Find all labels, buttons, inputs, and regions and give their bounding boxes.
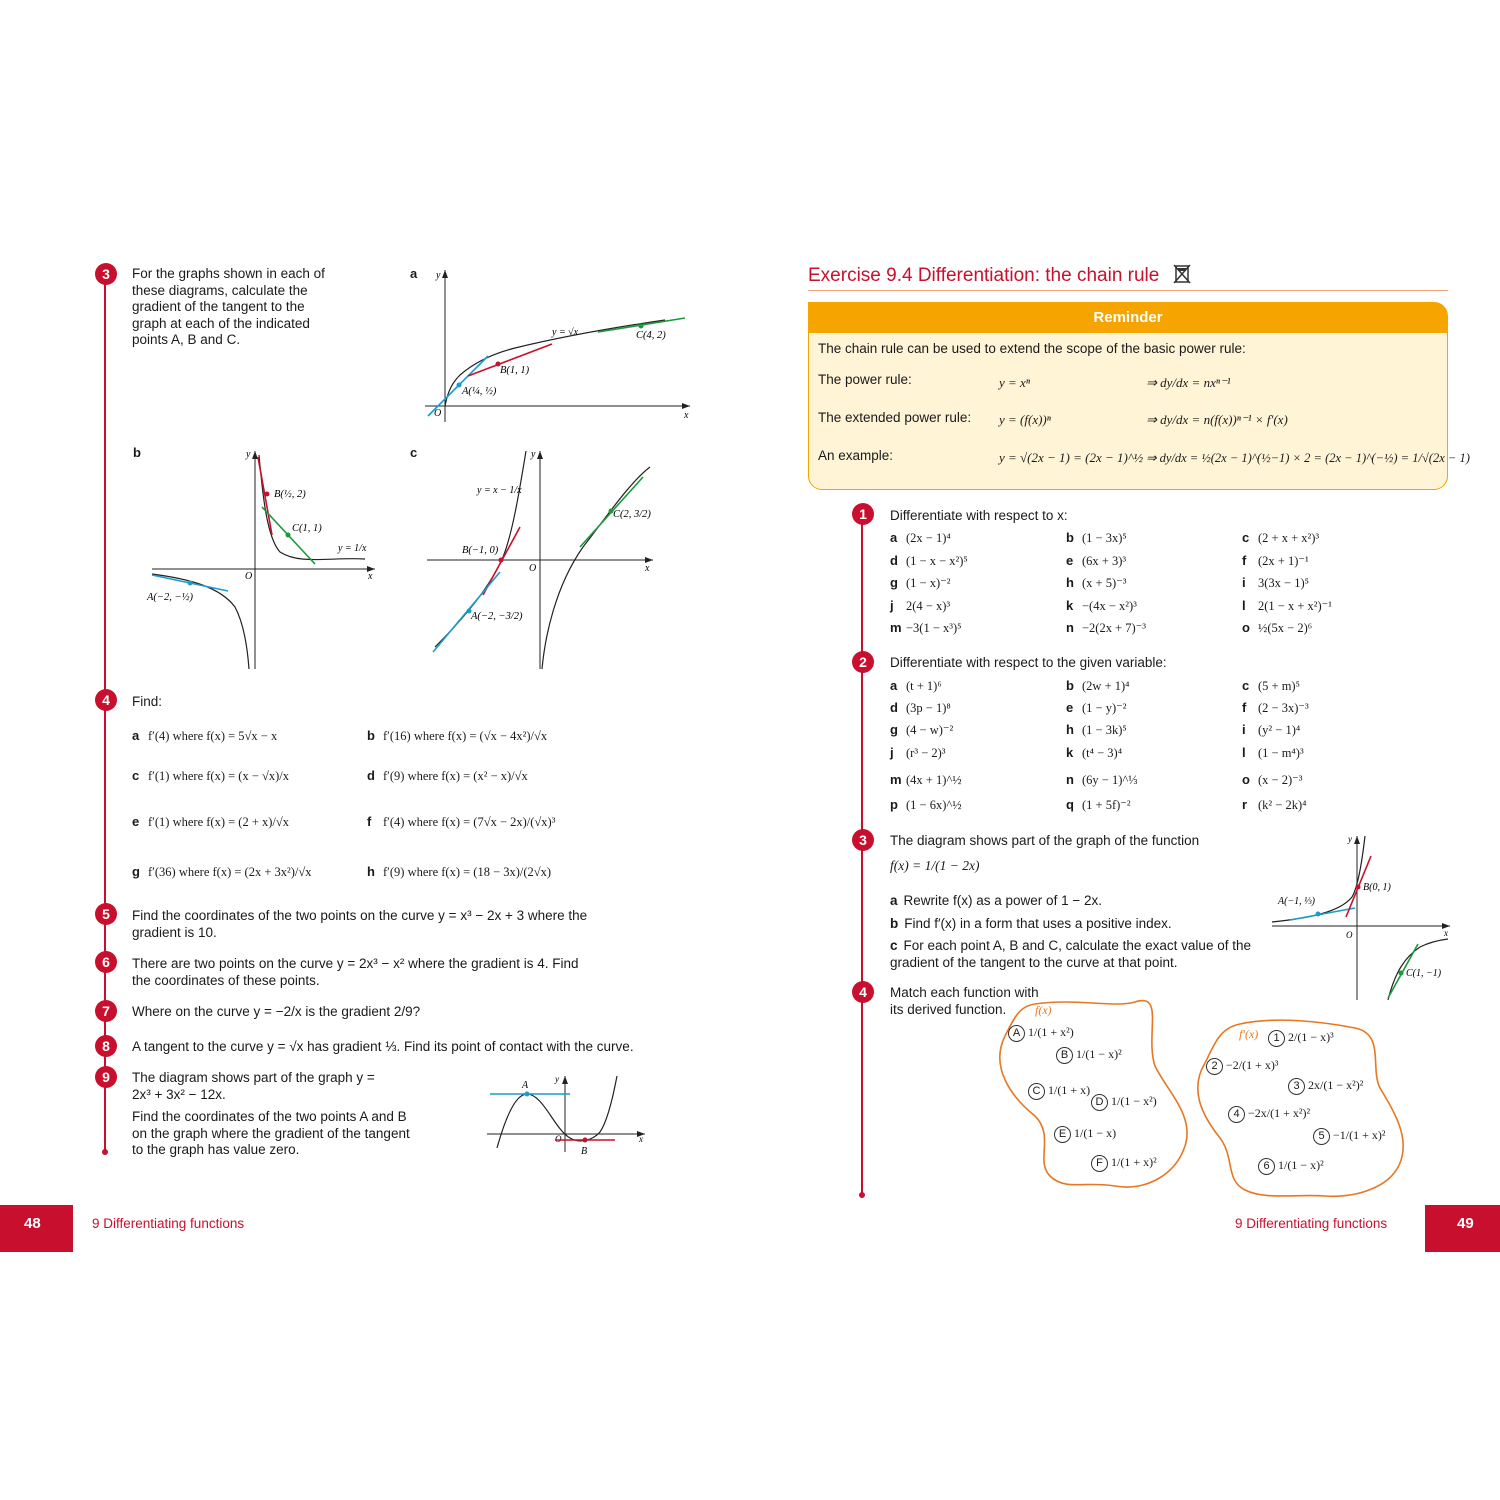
question-4-item-d: [367, 768, 528, 784]
exercise-1-item-d-expression: (1 − x − x²)⁵: [906, 553, 968, 568]
question-4-item-b: [367, 728, 547, 744]
question-4-item-a-expression: f′(4) where f(x) = 5√x − x: [148, 729, 278, 743]
question-8-text: A tangent to the curve y = √x has gradient ⅓. Find its point of contact with the curve.: [132, 1039, 634, 1054]
exercise-2-item-g-label: g: [890, 722, 898, 737]
question-3-text: For the graphs shown in each of these diagrams, calculate the gradient of the tangent to the graph at each of the indicated points A, B and C.: [132, 266, 325, 347]
match-right-expression-1: 2/(1 − x)³: [1288, 1030, 1334, 1044]
exercise-2-item-o-label: o: [1242, 772, 1250, 787]
exercise-1-item-n-expression: −2(2x + 7)⁻³: [1082, 621, 1147, 635]
reminder-box: [808, 302, 1470, 490]
exercise-2-item-m: [890, 772, 962, 788]
exercise-2-item-k-label: k: [1066, 745, 1074, 760]
exercise-2-item-l-expression: (1 − m⁴)³: [1258, 746, 1304, 760]
exercise-2-item-d: [890, 700, 951, 716]
question-4-item-e: [132, 814, 289, 830]
exercise-2-item-j-label: j: [890, 745, 894, 760]
svg-text:y: y: [1348, 834, 1352, 844]
exercise-1-item-o-label: o: [1242, 620, 1250, 635]
exercise-2-item-c-expression: (5 + m)⁵: [1258, 679, 1300, 693]
exercise-question-number-2: 2: [852, 651, 874, 673]
match-left-expression-A: 1/(1 + x²): [1028, 1025, 1074, 1039]
exercise-2-item-h: [1066, 722, 1127, 738]
exercise-question-number-1: 1: [852, 503, 874, 525]
right-margin-rule: [861, 515, 863, 1195]
match-right-expression-5: −1/(1 + x)²: [1333, 1128, 1386, 1142]
question-number-9: 9: [95, 1066, 117, 1088]
match-left-expression-E: 1/(1 − x): [1074, 1126, 1117, 1140]
match-left-expression-D: 1/(1 − x²): [1111, 1094, 1157, 1108]
match-left-key-C: C: [1028, 1083, 1045, 1100]
exercise-2-item-k: [1066, 745, 1122, 761]
match-right-expression-6: 1/(1 − x)²: [1278, 1158, 1324, 1172]
question-4-item-g: [132, 864, 312, 880]
exercise-2-item-f-label: f: [1242, 700, 1247, 715]
svg-text:y: y: [531, 449, 536, 460]
match-left-item-C: [1028, 1083, 1090, 1100]
exercise-2-item-l: [1242, 745, 1304, 761]
exercise-1-item-i-label: i: [1242, 575, 1246, 590]
exercise-2-item-a-label: a: [890, 678, 898, 693]
match-left-item-F: [1091, 1155, 1157, 1172]
graph-b-point-a: A(−2, −½): [147, 592, 193, 603]
exercise-1-item-k: [1066, 598, 1137, 614]
exercise-2-item-o: [1242, 772, 1302, 788]
exercise-question-3-part-c: c For each point A, B and C, calculate the exact value of the gradient of the tangent to the curve at that point.: [890, 938, 1251, 970]
right-footer-chapter: 9 Differentiating functions: [1235, 1216, 1388, 1231]
exercise-1-item-l-label: l: [1242, 597, 1246, 613]
exercise-1-item-e-expression: (6x + 3)³: [1082, 553, 1127, 568]
graph-b-point-b: B(½, 2): [274, 489, 306, 500]
exercise-1-item-m-label: m: [890, 620, 902, 635]
y-axis-label: y: [436, 270, 441, 281]
graph-c-point-b: B(−1, 0): [462, 545, 499, 556]
exercise-1-item-e: [1066, 553, 1126, 569]
question-9-text-2: Find the coordinates of the two points A and B on the graph where the gradient of the tangent to the graph has value zero.: [132, 1109, 410, 1157]
match-right-expression-3: 2x/(1 − x²)²: [1308, 1078, 1364, 1092]
left-page-number: 48: [24, 1215, 41, 1232]
exercise-2-item-q-expression: (1 + 5f)⁻²: [1082, 798, 1131, 812]
svg-text:O: O: [555, 1134, 562, 1144]
svg-text:x: x: [645, 563, 650, 574]
exercise-1-item-h-expression: (x + 5)⁻³: [1082, 576, 1127, 590]
svg-text:x: x: [1444, 928, 1448, 938]
graph-exercise-q3-point-a: A(−1, ⅓): [1278, 896, 1316, 907]
reminder-row-name-3: An example:: [818, 448, 894, 463]
match-left-key-A: A: [1008, 1025, 1025, 1042]
exercise-2-item-b-label: b: [1066, 678, 1074, 693]
exercise-2-item-g-expression: (4 − w)⁻²: [906, 723, 954, 737]
exercise-2-item-n-label: n: [1066, 772, 1074, 787]
exercise-2-item-i-expression: (y² − 1)⁴: [1258, 723, 1301, 737]
exercise-2-item-q-label: q: [1066, 797, 1074, 812]
exercise-1-item-g-expression: (1 − x)⁻²: [906, 576, 951, 590]
match-blob-fpx-label: f′(x): [1239, 1027, 1259, 1041]
graph-exercise-q3: [1270, 832, 1455, 1002]
exercise-2-item-d-label: d: [890, 700, 898, 715]
exercise-2-item-b-expression: (2w + 1)⁴: [1082, 679, 1130, 693]
exercise-question-3-part-a: a Rewrite f(x) as a power of 1 − 2x.: [890, 893, 1102, 908]
graph-b: [147, 447, 380, 672]
graph-c: [425, 447, 660, 672]
panel-b-label: b: [133, 445, 141, 460]
exercise-2-item-i-label: i: [1242, 722, 1246, 737]
exercise-2-item-c: [1242, 678, 1300, 694]
exercise-2-item-l-label: l: [1242, 745, 1246, 760]
calculator-banned-icon: [1173, 264, 1191, 284]
match-right-key-4: 4: [1228, 1106, 1245, 1123]
exercise-2-item-e: [1066, 700, 1126, 716]
exercise-2-item-c-label: c: [1242, 678, 1250, 693]
graph-q9: [485, 1072, 655, 1157]
match-right-key-6: 6: [1258, 1158, 1275, 1175]
exercise-2-item-n-expression: (6y − 1)^⅓: [1082, 773, 1138, 787]
svg-text:x: x: [368, 571, 373, 582]
panel-a-label: a: [410, 266, 418, 281]
exercise-1-item-f-label: f: [1242, 552, 1247, 568]
exercise-1-item-g-label: g: [890, 575, 898, 590]
exercise-question-3-function: f(x) = 1/(1 − 2x): [890, 858, 980, 873]
exercise-1-item-n: [1066, 620, 1146, 636]
exercise-1-item-b-expression: (1 − 3x)⁵: [1082, 531, 1127, 545]
panel-c-label: c: [410, 445, 418, 460]
graph-a: [420, 270, 700, 430]
exercise-1-item-j: [890, 598, 950, 614]
exercise-2-item-f-expression: (2 − 3x)⁻³: [1258, 701, 1309, 715]
exercise-2-item-f: [1242, 700, 1309, 716]
question-number-7: 7: [95, 1000, 117, 1022]
match-left-item-A: [1008, 1025, 1074, 1042]
exercise-2-item-a: [890, 678, 942, 694]
exercise-1-item-k-expression: −(4x − x²)³: [1082, 598, 1137, 613]
question-4-intro: Find:: [132, 694, 163, 709]
graph-b-point-c: C(1, 1): [292, 523, 322, 534]
exercise-1-item-f: [1242, 553, 1309, 569]
exercise-2-item-e-expression: (1 − y)⁻²: [1082, 701, 1127, 715]
left-footer-chapter: 9 Differentiating functions: [92, 1216, 245, 1231]
match-left-item-D: [1091, 1094, 1157, 1111]
left-rule-end-dot: [102, 1149, 108, 1155]
question-4-item-f: [367, 814, 555, 830]
graph-a-point-a: A(¼, ½): [462, 386, 497, 397]
question-9-text-1: The diagram shows part of the graph y = 2x³ + 3x² − 12x.: [132, 1070, 375, 1102]
exercise-2-item-n: [1066, 772, 1138, 788]
exercise-1-item-e-label: e: [1066, 552, 1074, 568]
svg-text:y: y: [246, 449, 251, 460]
exercise-2-item-r-label: r: [1242, 797, 1248, 812]
question-4-item-g-expression: f′(36) where f(x) = (2x + 3x²)/√x: [148, 865, 312, 879]
exercise-2-item-k-expression: (t⁴ − 3)⁴: [1082, 746, 1123, 760]
question-4-item-g-label: g: [132, 864, 140, 879]
question-4-item-a: [132, 728, 277, 744]
exercise-2-item-j-expression: (r³ − 2)³: [906, 746, 946, 760]
graph-exercise-q3-point-c: C(1, −1): [1406, 968, 1442, 979]
match-left-key-F: F: [1091, 1155, 1108, 1172]
title-rule: [808, 290, 1448, 291]
exercise-1-item-a-expression: (2x − 1)⁴: [906, 531, 951, 545]
exercise-2-item-m-expression: (4x + 1)^½: [906, 773, 962, 787]
exercise-1-item-o-expression: ½(5x − 2)⁶: [1258, 621, 1313, 635]
exercise-2-item-h-expression: (1 − 3k)⁵: [1082, 723, 1127, 737]
exercise-2-item-a-expression: (t + 1)⁶: [906, 679, 942, 693]
graph-b-equation: y = 1/x: [338, 543, 367, 554]
exercise-2-item-p-expression: (1 − 6x)^½: [906, 798, 962, 812]
question-7-text: Where on the curve y = −2/x is the gradient 2/9?: [132, 1004, 421, 1019]
graph-a-point-c: C(4, 2): [636, 330, 666, 341]
reminder-row-rhs-2: ⇒ dy/dx = n(f(x))ⁿ⁻¹ × f′(x): [1146, 412, 1288, 427]
match-right-expression-2: −2/(1 + x)³: [1226, 1058, 1279, 1072]
exercise-1-item-d-label: d: [890, 552, 898, 568]
match-right-item-6: [1258, 1158, 1324, 1175]
exercise-1-item-a: [890, 530, 951, 546]
reminder-row-lhs-2: y = (f(x))ⁿ: [999, 412, 1051, 427]
graph-exercise-q3-point-b: B(0, 1): [1363, 882, 1391, 893]
match-right-item-1: [1268, 1030, 1334, 1047]
exercise-1-item-m-expression: −3(1 − x³)⁵: [906, 621, 962, 635]
reminder-intro: The chain rule can be used to extend the scope of the basic power rule:: [818, 341, 1246, 356]
exercise-title: Exercise 9.4 Differentiation: the chain rule: [808, 264, 1191, 287]
reminder-row-lhs-3: y = √(2x − 1) = (2x − 1)^½: [999, 450, 1144, 465]
question-4-item-e-label: e: [132, 814, 140, 829]
exercise-2-item-r: [1242, 797, 1306, 813]
match-left-item-E: [1054, 1126, 1116, 1143]
question-6-text: There are two points on the curve y = 2x³ − x² where the gradient is 4. Find the coordinates of these points.: [132, 956, 579, 988]
question-5-text: Find the coordinates of the two points on the curve y = x³ − 2x + 3 where the gradient is 10.: [132, 908, 588, 940]
reminder-row-name-1: The power rule:: [818, 372, 912, 387]
svg-text:x: x: [639, 1134, 643, 1144]
question-4-item-h-label: h: [367, 864, 375, 879]
match-left-expression-B: 1/(1 − x)²: [1076, 1047, 1122, 1061]
match-left-key-B: B: [1056, 1047, 1073, 1064]
question-number-6: 6: [95, 951, 117, 973]
match-right-item-5: [1313, 1128, 1385, 1145]
svg-text:O: O: [529, 563, 537, 574]
question-4-item-c-label: c: [132, 768, 140, 783]
exercise-question-2-intro: Differentiate with respect to the given variable:: [890, 655, 1167, 670]
question-4-item-c: [132, 768, 289, 784]
question-number-5: 5: [95, 903, 117, 925]
exercise-2-item-e-label: e: [1066, 700, 1074, 715]
exercise-1-item-l-expression: 2(1 − x + x²)⁻¹: [1258, 598, 1333, 613]
match-right-item-2: [1206, 1058, 1278, 1075]
exercise-1-item-i: [1242, 575, 1309, 591]
exercise-1-item-l: [1242, 598, 1332, 614]
match-right-key-5: 5: [1313, 1128, 1330, 1145]
exercise-question-3-part-b: b Find f′(x) in a form that uses a positive index.: [890, 916, 1172, 931]
graph-a-equation: y = √x: [552, 327, 579, 338]
question-number-4: 4: [95, 689, 117, 711]
reminder-row-lhs-1: y = xⁿ: [999, 375, 1030, 390]
match-blob-fx-label: f(x): [1035, 1003, 1052, 1017]
exercise-question-4-text: Match each function with its derived function.: [890, 985, 1039, 1017]
exercise-2-item-j: [890, 745, 946, 761]
exercise-question-number-4: 4: [852, 981, 874, 1003]
match-right-key-2: 2: [1206, 1058, 1223, 1075]
right-rule-end-dot: [859, 1192, 865, 1198]
right-page-number-box: [1425, 1205, 1500, 1252]
exercise-1-item-i-expression: 3(3x − 1)⁵: [1258, 576, 1309, 590]
question-4-item-d-label: d: [367, 768, 375, 783]
match-right-key-3: 3: [1288, 1078, 1305, 1095]
right-page-number: 49: [1457, 1215, 1474, 1232]
match-left-expression-C: 1/(1 + x): [1048, 1083, 1091, 1097]
exercise-2-item-p: [890, 797, 962, 813]
exercise-1-item-j-label: j: [890, 597, 894, 613]
question-4-item-a-label: a: [132, 728, 140, 743]
exercise-1-item-c: [1242, 530, 1319, 546]
graph-c-point-a: A(−2, −3/2): [471, 611, 523, 622]
exercise-2-item-d-expression: (3p − 1)⁸: [906, 701, 951, 715]
graph-q9-point-a: A: [522, 1080, 529, 1091]
question-number-3: 3: [95, 263, 117, 285]
graph-c-point-c: C(2, 3/2): [613, 509, 651, 520]
exercise-1-item-d: [890, 553, 968, 569]
exercise-1-item-m: [890, 620, 962, 636]
match-left-item-B: [1056, 1047, 1122, 1064]
question-4-item-d-expression: f′(9) where f(x) = (x² − x)/√x: [383, 769, 528, 783]
exercise-1-item-a-label: a: [890, 530, 898, 545]
exercise-2-item-g: [890, 722, 953, 738]
exercise-2-item-r-expression: (k² − 2k)⁴: [1258, 798, 1307, 812]
origin-label: O: [434, 408, 442, 419]
exercise-2-item-m-label: m: [890, 772, 902, 787]
question-4-item-b-expression: f′(16) where f(x) = (√x − 4x²)/√x: [383, 729, 548, 743]
exercise-2-item-q: [1066, 797, 1131, 813]
question-4-item-b-label: b: [367, 728, 375, 743]
svg-text:y: y: [555, 1074, 559, 1084]
exercise-question-1-intro: Differentiate with respect to x:: [890, 508, 1068, 523]
exercise-1-item-o: [1242, 620, 1312, 636]
left-page-number-box: [0, 1205, 73, 1252]
exercise-1-item-h: [1066, 575, 1126, 591]
reminder-row-rhs-1: ⇒ dy/dx = nxⁿ⁻¹: [1146, 375, 1231, 390]
svg-text:O: O: [1346, 930, 1353, 940]
svg-text:O: O: [245, 571, 253, 582]
question-4-item-e-expression: f′(1) where f(x) = (2 + x)/√x: [148, 815, 290, 829]
match-left-key-D: D: [1091, 1094, 1108, 1111]
exercise-1-item-j-expression: 2(4 − x)³: [906, 598, 951, 613]
match-left-key-E: E: [1054, 1126, 1071, 1143]
match-left-expression-F: 1/(1 + x)²: [1111, 1155, 1157, 1169]
exercise-1-item-n-label: n: [1066, 620, 1074, 635]
graph-a-point-b: B(1, 1): [500, 365, 530, 376]
exercise-1-item-c-expression: (2 + x + x²)³: [1258, 531, 1320, 545]
exercise-1-item-b: [1066, 530, 1127, 546]
x-axis-label: x: [684, 410, 689, 421]
exercise-2-item-b: [1066, 678, 1130, 694]
reminder-row-rhs-3: ⇒ dy/dx = ½(2x − 1)^(½−1) × 2 = (2x − 1)^(−½) = 1/√(2x − 1): [1146, 451, 1470, 465]
question-number-8: 8: [95, 1035, 117, 1057]
exercise-1-item-h-label: h: [1066, 575, 1074, 590]
graph-c-equation: y = x − 1/x: [477, 485, 522, 496]
question-4-item-h: [367, 864, 551, 880]
exercise-2-item-p-label: p: [890, 797, 898, 812]
exercise-2-item-h-label: h: [1066, 722, 1074, 737]
question-4-item-h-expression: f′(9) where f(x) = (18 − 3x)/(2√x): [383, 865, 552, 879]
match-right-item-3: [1288, 1078, 1363, 1095]
exercise-question-number-3: 3: [852, 829, 874, 851]
graph-q9-point-b: B: [581, 1146, 588, 1157]
exercise-1-item-g: [890, 575, 950, 591]
reminder-row-name-2: The extended power rule:: [818, 410, 972, 425]
exercise-1-item-k-label: k: [1066, 597, 1074, 613]
question-4-item-f-expression: f′(4) where f(x) = (7√x − 2x)/(√x)³: [383, 815, 556, 829]
question-4-item-c-expression: f′(1) where f(x) = (x − √x)/x: [148, 769, 290, 783]
exercise-question-3-text: The diagram shows part of the graph of the function: [890, 833, 1200, 848]
question-4-item-f-label: f: [367, 814, 372, 829]
exercise-2-item-o-expression: (x − 2)⁻³: [1258, 773, 1303, 787]
match-right-key-1: 1: [1268, 1030, 1285, 1047]
reminder-heading: Reminder: [809, 303, 1447, 333]
match-right-item-4: [1228, 1106, 1310, 1123]
match-right-expression-4: −2x/(1 + x²)²: [1248, 1106, 1311, 1120]
exercise-1-item-b-label: b: [1066, 530, 1074, 545]
exercise-2-item-i: [1242, 722, 1300, 738]
exercise-1-item-f-expression: (2x + 1)⁻¹: [1258, 553, 1309, 568]
exercise-1-item-c-label: c: [1242, 530, 1250, 545]
